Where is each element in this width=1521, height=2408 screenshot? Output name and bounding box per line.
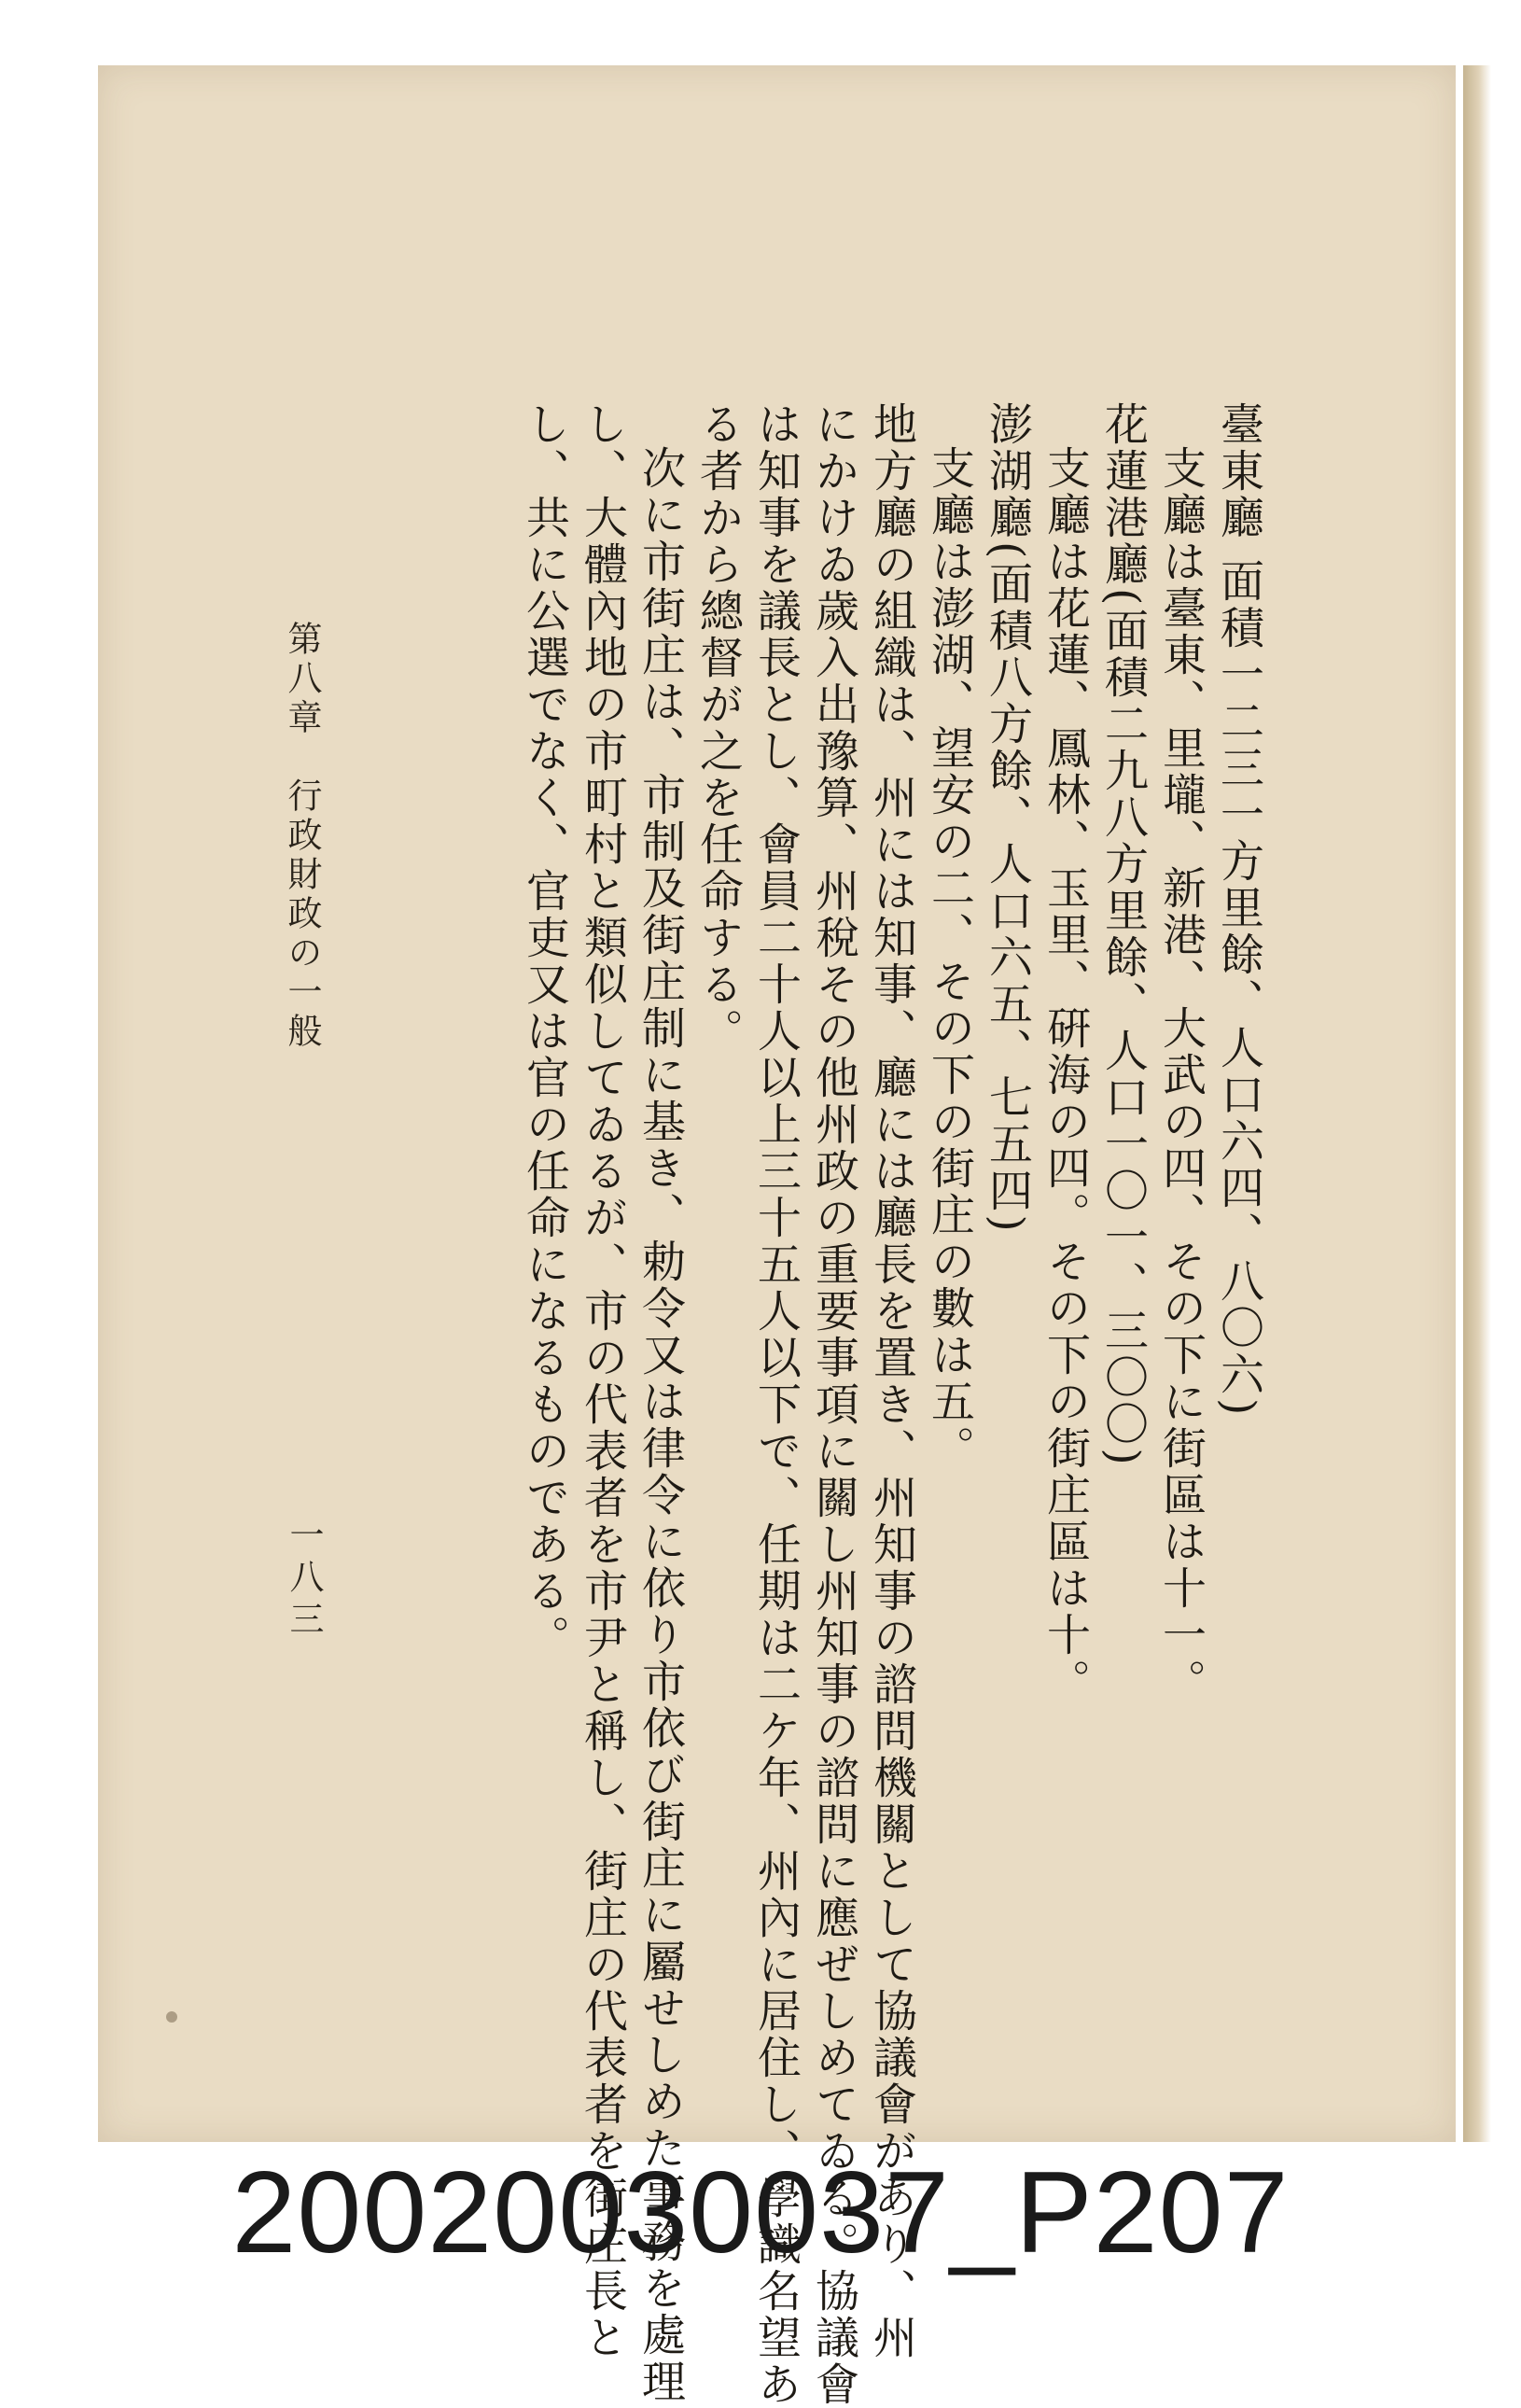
- text-line: 澎湖廳(面積八方餘、人口六五、七五四): [982, 401, 1033, 1235]
- image-caption: 20020030037_P207: [231, 2149, 1290, 2277]
- text-line: 次に市街庄は、市制及街庄制に基き、勅令又は律令に依り市依び街庄に屬せしめた事務を處理: [635, 445, 686, 2405]
- page-number: 一八三: [284, 1517, 324, 1643]
- text-line: 支廳は花蓮、鳳林、玉里、硏海の四。その下の街庄區は十。: [1040, 445, 1091, 1705]
- text-line: 臺東廳 面積一二三一方里餘、人口六四、八〇六): [1213, 401, 1264, 1419]
- text-line: し、大體內地の市町村と類似してゐるが、市の代表者を市尹と稱し、街庄の代表者を街庄長と: [577, 401, 628, 2361]
- text-line: 地方廳の組織は、州には知事、廳には廳長を置き、州知事の諮問機關として協議會があり、州: [866, 401, 917, 2361]
- running-head: 第八章 行政財政の一般: [282, 621, 322, 1052]
- text-line: にかけゐ歲入出豫算、州稅その他州政の重要事項に關し州知事の諮問に應ぜしめてゐる。協議會: [808, 401, 859, 2408]
- text-line: 花蓮港廳(面積二九八方里餘、人口一〇一、三〇〇): [1097, 401, 1149, 1468]
- paper-spot: [166, 2011, 177, 2023]
- text-line: 支廳は澎湖、望安の二、その下の街庄の數は五。: [924, 445, 975, 1472]
- text-line: る者から總督が之を任命する。: [692, 401, 744, 1055]
- page-edge: [1463, 65, 1491, 2142]
- text-line: し、共に公選でなく、官吏又は官の任命になるものである。: [519, 401, 570, 1661]
- text-line: は知事を議長とし、會員二十人以上三十五人以下で、任期は二ケ年、州內に居住し、學識名望あ: [750, 401, 802, 2408]
- text-line: 支廳は臺東、里壠、新港、大武の四、その下に街區は十一。: [1155, 445, 1207, 1705]
